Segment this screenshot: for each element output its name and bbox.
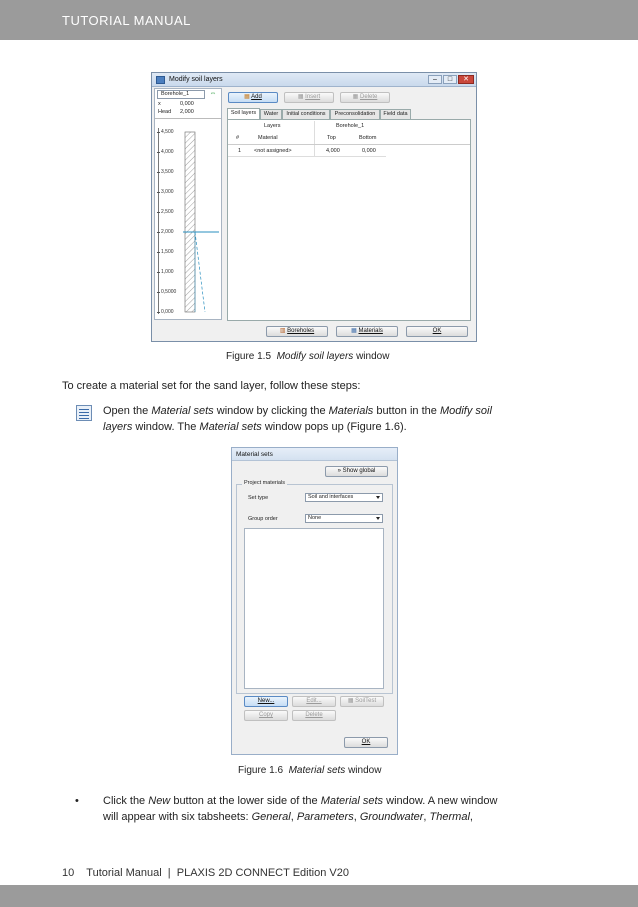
table-header-top: Top bbox=[327, 135, 336, 141]
group-order-label: Group order bbox=[248, 516, 278, 522]
caption-suffix: window bbox=[348, 765, 382, 776]
table-header-group-borehole: Borehole_1 bbox=[336, 123, 365, 129]
material-sets-titlebar bbox=[232, 448, 397, 461]
materials-button[interactable] bbox=[336, 326, 398, 337]
materials-toolbar-icon bbox=[76, 405, 92, 421]
set-type-label: Set type bbox=[248, 495, 269, 501]
axis-tick bbox=[157, 292, 160, 293]
axis-label: 3,500 bbox=[161, 169, 174, 175]
set-type-value: Soil and interfaces bbox=[308, 494, 354, 500]
new-button[interactable] bbox=[244, 696, 288, 707]
copy-button-label: Copy bbox=[258, 712, 273, 718]
axis-tick bbox=[157, 132, 160, 133]
intro-text: To create a material set for the sand layer, follow these steps: bbox=[62, 380, 361, 392]
boreholes-icon: ▥ bbox=[279, 328, 288, 334]
axis-line bbox=[158, 128, 159, 314]
bullet-s2: , bbox=[353, 811, 360, 823]
dropdown-arrow-icon bbox=[376, 496, 380, 499]
minimize-button[interactable]: – bbox=[428, 75, 442, 84]
caption-suffix: window bbox=[356, 351, 390, 362]
materials-list[interactable] bbox=[244, 528, 384, 689]
edit-button-label: Edit... bbox=[306, 698, 322, 704]
maximize-button[interactable]: □ bbox=[443, 75, 457, 84]
row-num: 1 bbox=[238, 148, 242, 154]
materials-button-label: Materials bbox=[358, 328, 383, 334]
soiltest-icon: ▦ bbox=[347, 698, 356, 704]
caption-prefix: Figure 1.6 bbox=[238, 765, 284, 776]
borehole-column-graphic[interactable] bbox=[183, 128, 219, 316]
header-title: TUTORIAL MANUAL bbox=[62, 13, 191, 28]
axis-tick bbox=[157, 272, 160, 273]
footer-bar bbox=[0, 885, 638, 907]
axis-label: 2,500 bbox=[161, 209, 174, 215]
bullet-i2: Material sets bbox=[320, 795, 384, 807]
axis-tick bbox=[157, 312, 160, 313]
set-type-dropdown[interactable] bbox=[305, 493, 383, 502]
bullet-text bbox=[103, 793, 573, 825]
group-order-dropdown[interactable] bbox=[305, 514, 383, 523]
step-1-t3: button in the bbox=[373, 405, 440, 417]
axis-tick bbox=[157, 252, 160, 253]
insert-button-label: Insert bbox=[305, 94, 321, 100]
soiltest-button[interactable] bbox=[340, 696, 384, 707]
x-value: 0,000 bbox=[180, 101, 194, 107]
axis-label: 2,000 bbox=[161, 229, 174, 235]
axis-label: 1,500 bbox=[161, 249, 174, 255]
show-global-button[interactable] bbox=[325, 466, 388, 477]
delete-button[interactable] bbox=[340, 92, 390, 103]
tab-preconsolidation[interactable]: Preconsolidation bbox=[330, 109, 380, 119]
bullet-t3: window. A new window bbox=[383, 795, 498, 807]
table-header-bottom: Bottom bbox=[359, 135, 377, 141]
axis-tick bbox=[157, 152, 160, 153]
bullet-i5: Groundwater bbox=[359, 811, 424, 823]
head-value: 2,000 bbox=[180, 109, 194, 115]
delete-material-button-label: Delete bbox=[305, 712, 323, 718]
borehole-name: Borehole_1 bbox=[161, 91, 190, 97]
tab-initial-conditions[interactable]: Initial conditions bbox=[282, 109, 330, 119]
row-material[interactable]: <not assigned> bbox=[254, 148, 292, 154]
x-label: x bbox=[158, 101, 161, 107]
bullet-s4: , bbox=[469, 811, 473, 823]
delete-material-button[interactable] bbox=[292, 710, 336, 721]
axis-label: 3,000 bbox=[161, 189, 174, 195]
tab-soil-layers[interactable]: Soil layers bbox=[227, 108, 260, 119]
show-global-label: Show global bbox=[342, 468, 376, 474]
boreholes-button[interactable] bbox=[266, 326, 328, 337]
add-button[interactable] bbox=[228, 92, 278, 103]
close-button[interactable]: ✕ bbox=[458, 75, 474, 84]
soil-layer-rect bbox=[185, 132, 195, 312]
axis-label: 1,000 bbox=[161, 269, 174, 275]
table-header-material: Material bbox=[258, 135, 278, 141]
axis-label: 4,000 bbox=[161, 149, 174, 155]
caption-italic: Material sets bbox=[288, 765, 346, 776]
axis-label: 0,000 bbox=[161, 309, 174, 315]
material-sets-ok-button[interactable] bbox=[344, 737, 388, 748]
bullet-i3: General bbox=[251, 811, 291, 823]
table-row-line bbox=[228, 156, 386, 157]
caption-italic: Modify soil layers bbox=[276, 351, 354, 362]
row-top[interactable]: 4,000 bbox=[326, 148, 340, 154]
dropdown-arrow-icon bbox=[376, 517, 380, 520]
step-1-t2: window by clicking the bbox=[213, 405, 329, 417]
step-1-t4: window. The bbox=[132, 421, 200, 433]
insert-icon: ▦ bbox=[297, 94, 306, 100]
insert-button[interactable] bbox=[284, 92, 334, 103]
material-sets-title: Material sets bbox=[236, 451, 273, 458]
step-1-t5: window pops up (Figure 1.6). bbox=[261, 421, 407, 433]
swap-arrows-icon[interactable]: ⇔ bbox=[209, 90, 217, 97]
axis-tick bbox=[157, 212, 160, 213]
edit-button[interactable] bbox=[292, 696, 336, 707]
bullet-t1: Click the bbox=[103, 795, 149, 807]
bullet-i1: New bbox=[148, 795, 171, 807]
materials-icon: ▦ bbox=[351, 328, 359, 334]
bullet-i6: Thermal bbox=[429, 811, 470, 823]
step-1-i5: Material sets bbox=[199, 421, 262, 433]
axis-tick bbox=[157, 232, 160, 233]
window-titlebar bbox=[152, 73, 476, 87]
ok-button[interactable] bbox=[406, 326, 468, 337]
axis-tick bbox=[157, 192, 160, 193]
caption-prefix: Figure 1.5 bbox=[226, 351, 272, 362]
add-button-label: Add bbox=[251, 94, 262, 100]
footer-text: 10 Tutorial Manual | PLAXIS 2D CONNECT Edition V20 bbox=[62, 867, 349, 879]
table-header-group-layers: Layers bbox=[264, 123, 281, 129]
new-button-label: New... bbox=[257, 698, 275, 704]
pore-pressure-line bbox=[195, 232, 205, 312]
boreholes-button-label: Boreholes bbox=[287, 328, 315, 334]
bullet-s1: , bbox=[290, 811, 297, 823]
head-label: Head bbox=[158, 109, 172, 115]
figure-1-6-caption bbox=[238, 765, 381, 776]
bullet-i4: Parameters bbox=[296, 811, 354, 823]
ok-button-label: OK bbox=[432, 328, 442, 334]
tab-water[interactable]: Water bbox=[260, 109, 282, 119]
window-title: Modify soil layers bbox=[169, 76, 223, 83]
window-app-icon bbox=[156, 76, 165, 84]
table-row[interactable] bbox=[228, 145, 386, 156]
tab-field-data[interactable]: Field data bbox=[380, 109, 411, 119]
soiltest-button-label: SoilTest bbox=[355, 698, 377, 704]
bullet-t2: button at the lower side of the bbox=[170, 795, 321, 807]
panel-divider bbox=[155, 118, 221, 119]
delete-icon: ▦ bbox=[352, 94, 360, 100]
bullet-t4: will appear with six tabsheets: bbox=[103, 811, 252, 823]
step-1-i2: Materials bbox=[328, 405, 374, 417]
table-header-num: # bbox=[236, 135, 240, 141]
axis-label: 4,500 bbox=[161, 129, 174, 135]
axis-tick bbox=[157, 172, 160, 173]
add-icon: ▦ bbox=[244, 94, 252, 100]
bullet-s3: , bbox=[423, 811, 430, 823]
step-1-t1: Open the bbox=[103, 405, 152, 417]
bullet-symbol: • bbox=[75, 795, 79, 807]
double-chevron-icon: » bbox=[337, 468, 343, 474]
row-bottom[interactable]: 0,000 bbox=[362, 148, 376, 154]
delete-button-label: Delete bbox=[360, 94, 378, 100]
borehole-name-field[interactable] bbox=[157, 90, 205, 99]
step-1-text bbox=[103, 403, 573, 435]
figure-1-5-caption bbox=[226, 351, 389, 362]
project-materials-label: Project materials bbox=[244, 480, 285, 486]
step-1-i3: Modify soil bbox=[439, 405, 492, 417]
group-order-value: None bbox=[308, 515, 322, 521]
step-1-i1: Material sets bbox=[151, 405, 214, 417]
material-sets-ok-label: OK bbox=[361, 739, 371, 745]
step-1-i4: layers bbox=[103, 421, 133, 433]
axis-label: 0,5000 bbox=[161, 289, 177, 295]
copy-button[interactable] bbox=[244, 710, 288, 721]
